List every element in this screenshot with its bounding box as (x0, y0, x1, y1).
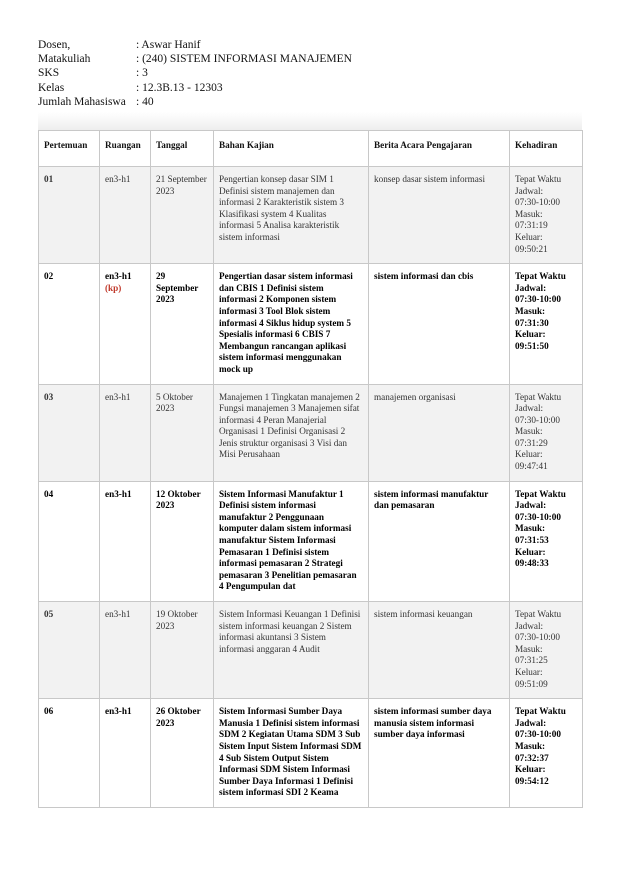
attendance-status: Tepat Waktu (515, 706, 566, 717)
table-header-row (39, 131, 583, 167)
topic-cell: Manajemen 1 Tingkatan manajemen 2 Fungsi manajemen 3 Manajemen sifat informasi 4 Peran Manajerial Organisasi 1 Definisi Organisasi 2 Jenis struktur organisasi 3 Visi dan Misi Perusahaan (214, 384, 369, 481)
room-cell (100, 167, 151, 264)
minutes-cell: sistem informasi keuangan (369, 602, 510, 699)
col-header-topic: Bahan Kajian (214, 131, 369, 167)
check-out-time: 09:51:50 (515, 340, 549, 351)
attendance-status: Tepat Waktu (515, 174, 562, 184)
attendance-status: Tepat Waktu (515, 391, 562, 402)
info-row-students (38, 95, 352, 109)
table-top-band (38, 112, 582, 130)
date-cell: 29 September 2023 (151, 264, 214, 384)
info-value: : Aswar Hanif (136, 39, 201, 51)
check-in-label: Masuk: (515, 643, 543, 654)
room-cell (100, 384, 151, 481)
topic-cell: Pengertian dasar sistem informasi dan CBIS 1 Definisi sistem informasi 2 Komponen sistem informasi 3 Tool Blok sistem informasi 4 Siklus hidup system 5 Spesialis informasi 6 CBIS 7 Membangun rancangan aplikasi sistem informasi menggunakan mock up (214, 264, 369, 384)
attendance-cell (510, 167, 583, 264)
schedule-label: Jadwal: (515, 717, 547, 728)
attendance-status: Tepat Waktu (515, 271, 566, 282)
info-value: : (240) SISTEM INFORMASI MANAJEMEN (136, 53, 352, 66)
info-label: Kelas (38, 81, 65, 94)
schedule-label: Jadwal: (515, 500, 547, 511)
col-header-attendance: Kehadiran (510, 131, 583, 167)
attendance-cell (510, 264, 583, 384)
check-in-time: 07:31:29 (515, 437, 548, 448)
schedule-label: Jadwal: (515, 185, 544, 196)
info-row-course (38, 52, 352, 66)
meeting-number: 06 (39, 699, 100, 808)
date-cell: 19 Oktober 2023 (151, 602, 214, 699)
col-header-date: Tanggal (151, 131, 214, 167)
col-header-room: Ruangan (100, 131, 151, 167)
room-code: en3-h1 (105, 706, 132, 717)
topic-cell: Sistem Informasi Keuangan 1 Definisi sistem informasi keuangan 2 Sistem informasi akuntansi 3 Sistem informasi anggaran 4 Audit (214, 602, 369, 699)
course-info (38, 38, 352, 109)
room-code: en3-h1 (105, 174, 131, 184)
date-cell: 21 September 2023 (151, 167, 214, 264)
table-row (39, 602, 583, 699)
check-out-time: 09:51:09 (515, 678, 548, 689)
meeting-number: 01 (39, 167, 100, 264)
info-label: Dosen, (38, 39, 71, 51)
minutes-cell: sistem informasi manufaktur dan pemasaran (369, 481, 510, 601)
check-out-label: Keluar: (515, 666, 543, 677)
table-row (39, 384, 583, 481)
check-out-time: 09:54:12 (515, 775, 549, 786)
minutes-cell: sistem informasi sumber daya manusia sistem informasi sumber daya informasi (369, 699, 510, 808)
meeting-number: 02 (39, 264, 100, 384)
attendance-cell (510, 481, 583, 601)
minutes-cell: manajemen organisasi (369, 384, 510, 481)
info-row-lecturer (38, 38, 352, 52)
check-out-label: Keluar: (515, 546, 546, 557)
attendance-status: Tepat Waktu (515, 488, 566, 499)
attendance-cell (510, 602, 583, 699)
schedule-label: Jadwal: (515, 282, 547, 293)
room-cell (100, 602, 151, 699)
schedule-label: Jadwal: (515, 403, 544, 414)
meeting-number: 05 (39, 602, 100, 699)
check-out-label: Keluar: (515, 329, 546, 340)
check-out-label: Keluar: (515, 764, 546, 775)
schedule-label: Jadwal: (515, 620, 544, 631)
info-label: Jumlah Mahasiswa (38, 95, 126, 108)
check-in-time: 07:32:37 (515, 752, 549, 763)
info-row-class (38, 81, 352, 95)
room-code: en3-h1 (105, 271, 132, 282)
info-value: : 3 (136, 67, 148, 80)
col-header-minutes: Berita Acara Pengajaran (369, 131, 510, 167)
info-label: SKS (38, 67, 60, 80)
room-code: en3-h1 (105, 609, 131, 619)
attendance-status: Tepat Waktu (515, 609, 562, 619)
date-cell: 26 Oktober 2023 (151, 699, 214, 808)
check-in-label: Masuk: (515, 208, 543, 219)
info-value: : 12.3B.13 - 12303 (136, 81, 223, 94)
attendance-table (38, 130, 583, 808)
room-tag: (kp) (105, 282, 122, 293)
schedule-time: 07:30-10:00 (515, 632, 560, 643)
room-cell (100, 481, 151, 601)
attendance-cell (510, 699, 583, 808)
date-cell: 5 Oktober 2023 (151, 384, 214, 481)
topic-cell: Pengertian konsep dasar SIM 1 Definisi sistem manajemen dan informasi 2 Karakteristik sistem 3 Klasifikasi system 4 Kualitas informasi 5 Analisa karakteristik sistem informasi (214, 167, 369, 264)
info-value: : 40 (136, 95, 154, 108)
room-cell (100, 264, 151, 384)
info-row-credits (38, 66, 352, 80)
check-out-time: 09:50:21 (515, 243, 548, 254)
schedule-time: 07:30-10:00 (515, 294, 561, 305)
room-code: en3-h1 (105, 488, 132, 499)
check-in-time: 07:31:25 (515, 655, 548, 666)
table-row (39, 699, 583, 808)
schedule-time: 07:30-10:00 (515, 729, 561, 740)
check-in-time: 07:31:19 (515, 220, 548, 231)
date-cell: 12 Oktober 2023 (151, 481, 214, 601)
check-in-time: 07:31:53 (515, 535, 549, 546)
table-row (39, 264, 583, 384)
check-in-label: Masuk: (515, 740, 546, 751)
table-row (39, 167, 583, 264)
meeting-number: 04 (39, 481, 100, 601)
check-out-time: 09:48:33 (515, 558, 549, 569)
check-in-time: 07:31:30 (515, 317, 549, 328)
check-out-label: Keluar: (515, 231, 543, 242)
info-label: Matakuliah (38, 53, 91, 66)
room-code: en3-h1 (105, 391, 131, 402)
check-in-label: Masuk: (515, 523, 546, 534)
schedule-time: 07:30-10:00 (515, 197, 560, 208)
check-in-label: Masuk: (515, 305, 546, 316)
col-header-meeting: Pertemuan (39, 131, 100, 167)
check-in-label: Masuk: (515, 426, 543, 437)
minutes-cell: sistem informasi dan cbis (369, 264, 510, 384)
room-cell (100, 699, 151, 808)
meeting-number: 03 (39, 384, 100, 481)
schedule-time: 07:30-10:00 (515, 511, 561, 522)
topic-cell: Sistem Informasi Manufaktur 1 Definisi sistem informasi manufaktur 2 Penggunaan komputer dalam sistem informasi manufaktur Sistem Informasi Pemasaran 1 Definisi sistem informasi pemasaran 2 Strategi pemasaran 3 Penelitian pemasaran 4 Pengumpulan dat (214, 481, 369, 601)
attendance-cell (510, 384, 583, 481)
topic-cell: Sistem Informasi Sumber Daya Manusia 1 Definisi sistem informasi SDM 2 Kegiatan Utama SDM 3 Sub Sistem Input Sistem Informasi SDM 4 Sub Sistem Output Sistem Informasi SDM Sistem Informasi Sumber Daya Informasi 1 Definisi sistem informasi SDI 2 Keama (214, 699, 369, 808)
minutes-cell: konsep dasar sistem informasi (369, 167, 510, 264)
check-out-label: Keluar: (515, 449, 543, 460)
check-out-time: 09:47:41 (515, 461, 548, 472)
schedule-time: 07:30-10:00 (515, 414, 560, 425)
table-row (39, 481, 583, 601)
